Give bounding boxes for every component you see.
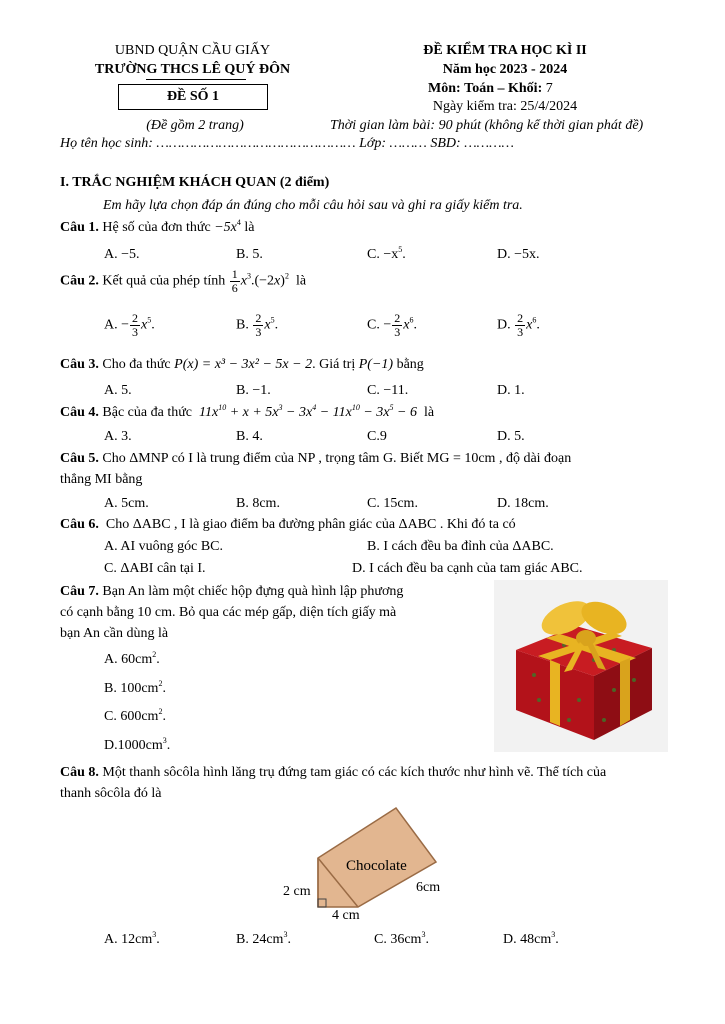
chocolate-prism-figure: [270, 800, 470, 925]
subject-line: Môn: Toán – Khối: 7: [428, 81, 553, 96]
time-note: Thời gian làm bài: 90 phút (không kể thời gian phát đề): [330, 118, 644, 133]
exam-code-box: ĐỀ SỐ 1: [118, 84, 268, 110]
q4-option-c: C.9: [367, 429, 387, 444]
district-name: UBND QUẬN CẦU GIẤY: [114, 43, 271, 58]
dimension-length: 6cm: [416, 880, 441, 895]
q8-option-a: A. $12cm^3$.: [104, 930, 160, 947]
chocolate-label: Chocolate: [346, 858, 407, 874]
q5-option-c: C. 15cm.: [367, 496, 418, 511]
q1-option-c: C. $-x^5$.: [367, 245, 406, 262]
q3-option-a: A. 5.: [104, 383, 132, 398]
dimension-width: 4 cm: [332, 908, 360, 923]
q8-option-d: D. $48cm^3$.: [503, 930, 559, 947]
student-info-line: Họ tên học sinh: ………………………………………… Lớp: ……… SBD: …………: [60, 136, 514, 151]
question-4: Câu 4. Bậc của đa thức $11x^{10} + x + 5x^3 - 3x^4 - 11x^{10} - 3x^5 - 6$ là: [60, 403, 435, 420]
dimension-height: 2 cm: [283, 884, 311, 899]
question-8: Câu 8. Một thanh sôcôla hình lăng trụ đứng tam giác có các kích thước như hình vẽ. Thể tích của: [60, 765, 607, 780]
question-7: Câu 7. Bạn An làm một chiếc hộp đựng quà hình lập phương: [60, 584, 404, 599]
q6-option-c: C. ΔABI cân tại I.: [104, 561, 206, 576]
q3-option-c: C. −11.: [367, 383, 409, 398]
q2-option-b: B. $\frac{2}{3}$ $x^5$.: [236, 311, 279, 339]
q4-option-d: D. 5.: [497, 429, 525, 444]
pages-note: (Đề gồm 2 trang): [146, 118, 244, 133]
q5-option-d: D. 18cm.: [497, 496, 549, 511]
q6-option-a: A. AI vuông góc BC.: [104, 539, 223, 554]
section-title: I. TRẮC NGHIỆM KHÁCH QUAN (2 điểm): [60, 175, 330, 190]
question-1: Câu 1. Hệ số của đơn thức $-5x^4$ là: [60, 218, 255, 235]
question-6: Câu 6. Cho ΔABC , I là giao điểm ba đường phân giác của ΔABC . Khi đó ta có: [60, 517, 516, 532]
q2-option-c: C. − $\frac{2}{3}$ $x^6$.: [367, 311, 417, 339]
q7-option-b: B. $100cm^2$.: [104, 679, 166, 696]
q4-option-b: B. 4.: [236, 429, 263, 444]
question-3: Câu 3. Cho đa thức P(x) = x³ − 3x² − 5x − 2. Giá trị P(−1) bằng: [60, 357, 424, 372]
q7-option-d: $D.1000cm^3$.: [104, 736, 171, 753]
gift-box-image: [494, 580, 668, 752]
q3-option-d: D. 1.: [497, 383, 525, 398]
exam-title: ĐỀ KIỂM TRA HỌC KÌ II: [423, 43, 587, 58]
q1-option-b: B. 5.: [236, 247, 263, 262]
question-7-line2: có cạnh bằng 10 cm. Bỏ qua các mép gấp, diện tích giấy mà: [60, 605, 397, 620]
school-name: TRƯỜNG THCS LÊ QUÝ ĐÔN: [94, 62, 291, 77]
q1-option-a: A. −5.: [104, 247, 140, 262]
q1-option-d: D. −5x.: [497, 247, 540, 262]
question-2: Câu 2. Kết quả của phép tính $\frac{1}{6}$ $x^3.(-2x)^2$ là: [60, 267, 307, 295]
q2-option-a: A. − $\frac{2}{3}$ $x^5$.: [104, 311, 155, 339]
section-instruction: Em hãy lựa chọn đáp án đúng cho mỗi câu hỏi sau và ghi ra giấy kiểm tra.: [103, 198, 523, 213]
q5-option-a: A. 5cm.: [104, 496, 149, 511]
school-year: Năm học 2023 - 2024: [442, 62, 568, 77]
q3-option-b: B. −1.: [236, 383, 271, 398]
question-5: Câu 5. Cho ΔMNP có I là trung điểm của NP , trọng tâm G. Biết MG = 10cm , độ dài đoạn: [60, 451, 572, 466]
question-7-line3: bạn An cần dùng là: [60, 626, 169, 641]
q6-option-d: D. I cách đều ba cạnh của tam giác ABC.: [352, 561, 583, 576]
q8-option-b: B. $24cm^3$.: [236, 930, 291, 947]
q7-option-a: A. $60cm^2$.: [104, 650, 160, 667]
q2-option-d: D. $\frac{2}{3}$ $x^6$.: [497, 311, 540, 339]
q7-option-c: C. $600cm^2$.: [104, 707, 166, 724]
school-underline: [146, 79, 246, 80]
question-8-line2: thanh sôcôla đó là: [60, 786, 162, 801]
q4-option-a: A. 3.: [104, 429, 132, 444]
question-5-line2: thẳng MI bằng: [60, 472, 143, 487]
exam-date: Ngày kiểm tra: 25/4/2024: [432, 99, 578, 114]
q5-option-b: B. 8cm.: [236, 496, 280, 511]
q6-option-b: B. I cách đều ba đỉnh của ΔABC.: [367, 539, 554, 554]
q8-option-c: C. $36cm^3$.: [374, 930, 429, 947]
